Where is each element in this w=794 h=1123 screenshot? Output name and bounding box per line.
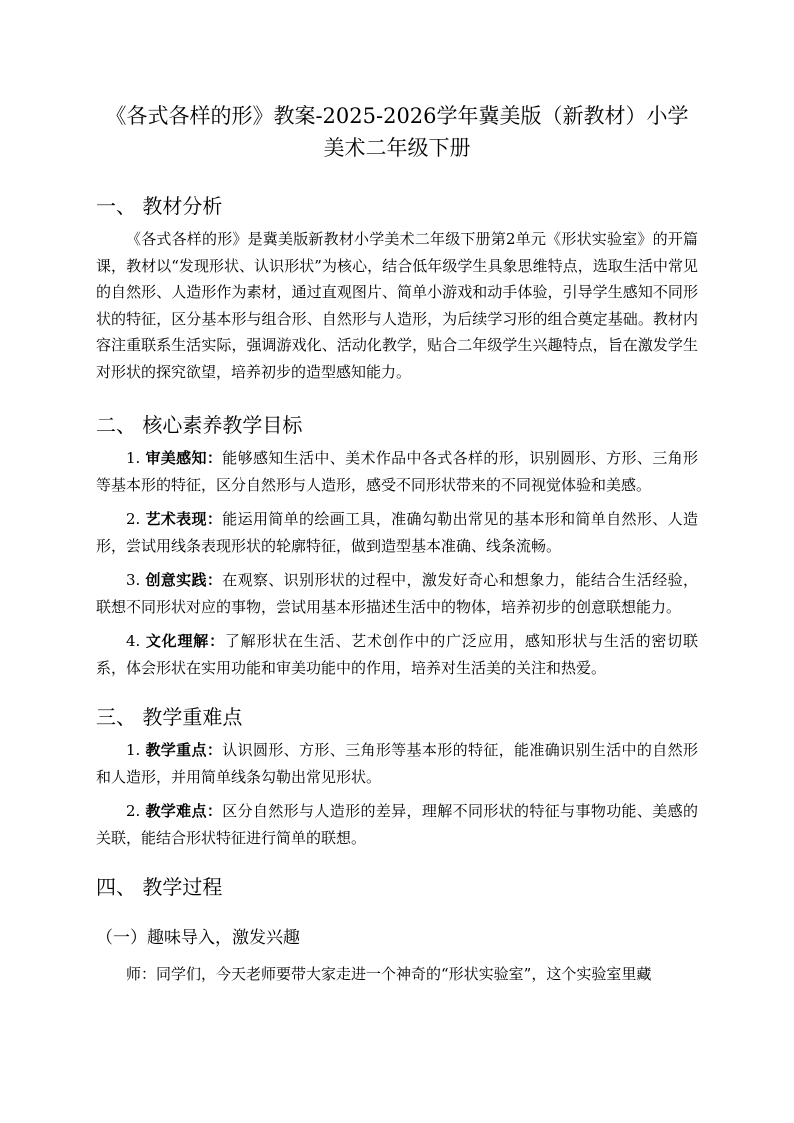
item-text: 区分自然形与人造形的差异，理解不同形状的特征与事物功能、美感的关联，能结合形状特征进行简单的联想。 (96, 802, 698, 847)
item-text: 认识圆形、方形、三角形等基本形的特征，能准确识别生活中的自然形和人造形，并用简单线条勾勒出常见形状。 (96, 741, 698, 786)
list-item (96, 567, 698, 620)
spacer (96, 907, 698, 915)
item-number: 1. (126, 741, 141, 759)
item-text: 在观察、识别形状的过程中，激发好奇心和想象力，能结合生活经验，联想不同形状对应的事物，尝试用基本形描述生活中的物体，培养初步的创意联想能力。 (96, 571, 698, 616)
item-label: 教学难点： (145, 802, 223, 820)
item-label: 教学重点： (145, 741, 223, 759)
list-item (96, 445, 698, 498)
item-number: 1. (126, 449, 141, 467)
item-number: 4. (126, 632, 141, 650)
item-text: 能够感知生活中、美术作品中各式各样的形，识别圆形、方形、三角形等基本形的特征，区分自然形与人造形，感受不同形状带来的不同视觉体验和美感。 (96, 449, 698, 494)
item-text: 了解形状在生活、艺术创作中的广泛应用，感知形状与生活的密切联系，体会形状在实用功能和审美功能中的作用，培养对生活美的关注和热爱。 (96, 632, 698, 677)
section-paragraph: 师：同学们，今天老师要带大家走进一个神奇的“形状实验室”，这个实验室里藏 (126, 965, 652, 983)
item-label: 审美感知： (145, 449, 223, 467)
item-number: 2. (126, 802, 141, 820)
item-number: 3. (126, 571, 141, 589)
subsection-heading: （一）趣味导入，激发兴趣 (96, 928, 300, 948)
list-item (96, 737, 698, 790)
list-item (96, 506, 698, 559)
item-label: 艺术表现： (145, 510, 223, 528)
document-title: 《各式各样的形》教案-2025-2026学年冀美版（新教材）小学美术二年级下册 (105, 104, 689, 160)
section-heading-core-goals: 二、 核心素养教学目标 (96, 413, 303, 437)
item-label: 文化理解： (145, 632, 225, 650)
item-number: 2. (126, 510, 141, 528)
list-item (96, 798, 698, 851)
item-text: 能运用简单的绘画工具，准确勾勒出常见的基本形和简单自然形、人造形，尝试用线条表现形状的轮廓特征，做到造型基本准确、线条流畅。 (96, 510, 698, 555)
section-paragraph: 《各式各样的形》是冀美版新教材小学美术二年级下册第2单元《形状实验室》的开篇课，教材以“发现形状、认识形状”为核心，结合低年级学生具象思维特点，选取生活中常见的自然形、人造形作为素材，通过直观图片、简单小游戏和动手体验，引导学生感知不同形状的特征，区分基本形与组合形、自然形与人造形，为后续学习形的组合奠定基础。教材内容注重联系生活实际，强调游戏化、活动化教学，贴合二年级学生兴趣特点，旨在激发学生对形状的探究欲望，培养初步的造型感知能力。 (96, 230, 698, 381)
section-heading-teaching-process: 四、 教学过程 (96, 875, 223, 899)
goals-list (96, 445, 698, 681)
section-heading-textbook-analysis: 一、 教材分析 (96, 194, 223, 218)
list-item (96, 628, 698, 681)
key-points-list (96, 737, 698, 851)
item-label: 创意实践： (145, 571, 223, 589)
section-heading-key-difficult-points: 三、 教学重难点 (96, 705, 243, 729)
